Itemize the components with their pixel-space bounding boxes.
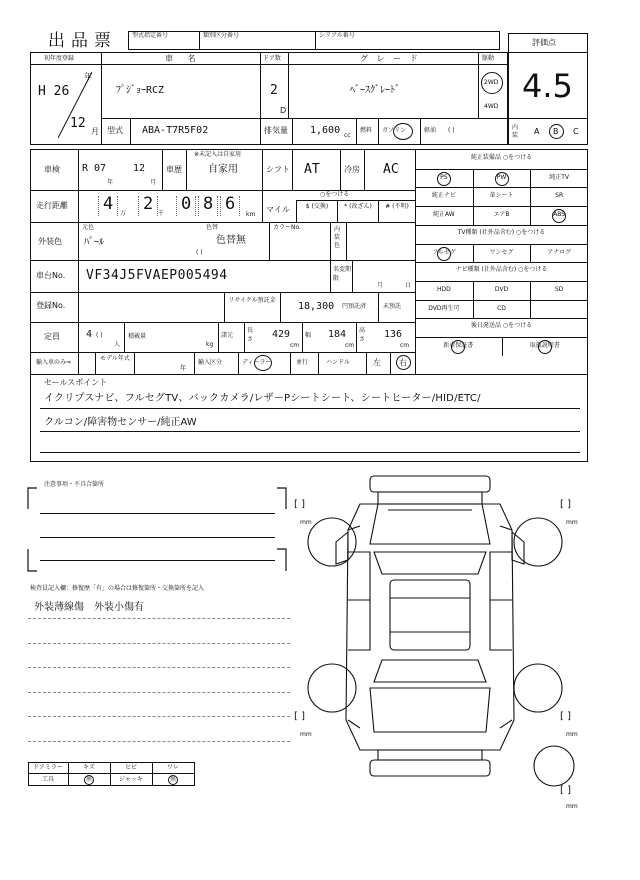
displacement-label: 排気量 (264, 126, 288, 135)
reg-no-label: 登録No. (36, 301, 66, 310)
front-left-bracket: [ ] (294, 499, 305, 510)
capacity-paren: ( ) (96, 332, 103, 339)
type-number-label: 型式指定番号 (132, 32, 169, 39)
displacement-unit: cc (344, 132, 351, 139)
tools-table (28, 762, 194, 786)
color-paren: ( ) (196, 249, 203, 256)
equipment-item: 純正AW (432, 211, 455, 219)
height-value: 136 (384, 329, 403, 340)
length-label: 長さ (247, 327, 254, 343)
color-change-value: 色替無 (216, 235, 246, 246)
equipment-item: 純正TV (549, 173, 570, 181)
drive-2wd: 2WD (484, 79, 499, 86)
vin-label: 車台No. (36, 271, 66, 280)
recycle-suffix: 円預託済 (342, 303, 367, 310)
equipment-item: フルセグ (431, 248, 456, 256)
spare-mm: mm (566, 803, 578, 810)
equipment-title: 後日発送品 ○をつける (470, 322, 533, 330)
rear-left-mm: mm (300, 731, 312, 738)
equipment-panel (415, 149, 588, 374)
equipment-item: 取扱説明書 (529, 342, 560, 349)
equipment-item: PS (440, 173, 448, 181)
spare-bracket: [ ] (560, 785, 571, 796)
first-reg-label: 初年度登録 (44, 55, 75, 62)
equipment-item: ABS (553, 211, 566, 219)
first-reg-era-year: H 26 (38, 84, 70, 99)
mileage-digit: 6 (225, 194, 236, 214)
rating-label: 評価点 (532, 38, 556, 47)
handle-right: 右 (399, 358, 407, 367)
length-unit: cm (290, 342, 300, 349)
mileage-digit: 2 (143, 194, 154, 214)
displacement-value: 1,600 (310, 125, 341, 136)
front-right-bracket: [ ] (560, 499, 571, 510)
color-orig-label: 元色 (82, 224, 95, 231)
mileage-digit: 8 (203, 194, 214, 214)
tools-header: ヒビ (124, 764, 137, 771)
shift-value: AT (304, 162, 320, 177)
parallel-label: 並行 (296, 359, 309, 366)
sales-line-2: クルコン/障害物センサー/純正AW (44, 417, 197, 428)
mark-exchange: $ (交換) (305, 203, 329, 210)
inspection-month: 12 (133, 163, 146, 174)
mileage-man: 万 (120, 210, 127, 217)
handle-label: ハンドル (326, 359, 351, 366)
equipment-item: HDD (436, 285, 451, 293)
car-name-value: ﾌﾟｼﾞｮｰRCZ (116, 85, 165, 96)
tools-value: ジャッキ (119, 776, 143, 783)
model-value: ABA-T7R5F02 (142, 125, 209, 136)
front-right-mm: mm (566, 519, 578, 526)
mileage-label: 走行距離 (36, 201, 68, 210)
fuel-gasoline: ガソリン (382, 127, 407, 134)
name-change-day: 日 (405, 282, 412, 289)
width-label: 幅 (305, 332, 312, 339)
equipment-row-line (415, 187, 588, 188)
inspection-month-unit: 月 (150, 179, 157, 186)
equipment-row-line (415, 318, 588, 319)
tools-header: ドアミラー (33, 764, 63, 771)
equipment-item: エアB (493, 211, 510, 219)
load-label: 積載量 (128, 333, 147, 340)
mark-modified: * (改ざん) (344, 203, 372, 210)
serial-number-label: シリアル番号 (319, 32, 355, 39)
equipment-item: CD (497, 304, 506, 312)
ac-label: 冷房 (344, 165, 360, 174)
equipment-item: 革シート (489, 192, 514, 200)
recycle-label: リサイクル預託金 (228, 297, 276, 304)
rear-right-mm: mm (566, 731, 578, 738)
notes-label: 注意事項・不具合箇所 (44, 481, 105, 488)
interior-a: A (534, 127, 540, 136)
equipment-item: SR (555, 192, 564, 200)
mileage-km: km (246, 211, 256, 218)
mileage-sen: 千 (158, 210, 165, 217)
equipment-item: 純正ナビ (431, 192, 456, 200)
inspection-value: R 07 (82, 163, 107, 174)
equipment-col-line (530, 300, 531, 319)
interior-label: 内装 (512, 124, 519, 139)
interior-c: C (573, 127, 579, 136)
handle-left: 左 (373, 358, 381, 367)
doors-suffix: D (280, 106, 287, 115)
height-label: 高さ (359, 327, 366, 343)
grade-label: グ レ ー ド (360, 54, 421, 63)
vin-value: VF34J5FVAEP005494 (86, 268, 228, 283)
sales-line-1: イクリプスナビ、フルセグTV、バックカメラ/レザーPシートシート、シートヒーター/HID/ETC/ (44, 393, 481, 404)
color-label: 外装色 (38, 237, 62, 246)
tools-header: ワレ (166, 764, 179, 771)
model-year-label: モデル年式 (100, 355, 130, 362)
interior-b: B (553, 127, 559, 136)
fuel-label: 燃料 (360, 127, 373, 134)
tools-value: 無 (85, 776, 92, 783)
history-value: 自家用 (208, 164, 238, 175)
shift-label: シフト (266, 165, 290, 174)
rating-value: 4.5 (522, 67, 573, 105)
doors-value: 2 (270, 83, 278, 98)
inspector-label: 検査員記入欄：修復歴「有」の場合は修復箇所・交換箇所を記入 (30, 585, 205, 592)
rear-right-bracket: [ ] (560, 711, 571, 722)
inspection-year-unit: 年 (107, 179, 114, 186)
interior-color-label: 内装色 (334, 226, 341, 249)
inspector-text: 外装薄線傷 外装小傷有 (34, 602, 144, 613)
drive-4wd: 4WD (484, 103, 499, 110)
equipment-item: DVD再生可 (428, 304, 460, 312)
dealer-label: ディーラー (242, 359, 272, 366)
first-reg-month-unit: 月 (91, 127, 99, 136)
doors-label: ドア数 (263, 55, 281, 62)
recycle-unpaid: 未預託 (383, 303, 402, 310)
recycle-value: 18,300 (298, 301, 335, 312)
equipment-row-line (415, 262, 588, 263)
mileage-digit: 0 (181, 194, 192, 214)
equipment-row-line (415, 225, 588, 226)
color-change-label: 色替 (206, 224, 219, 231)
fuel-light-oil: 軽油 (424, 127, 437, 134)
drive-label: 駆動 (482, 55, 495, 62)
form-title: 出品票 (48, 31, 117, 51)
first-reg-month: 12 (70, 116, 86, 131)
length-value: 429 (272, 329, 291, 340)
equipment-item: アナログ (547, 248, 572, 256)
import-class-label: 輸入区分 (198, 359, 223, 366)
sales-label: セールスポイント (44, 378, 108, 387)
class-number-label: 類別区分番号 (203, 32, 240, 39)
width-unit: cm (345, 342, 355, 349)
front-left-mm: mm (300, 519, 312, 526)
name-change-label: 名変期限 (333, 266, 352, 282)
equipment-row-line (415, 300, 588, 301)
mileage-digits (90, 192, 260, 220)
load-unit: kg (206, 341, 214, 348)
equipment-title: TV種類 (社外品含む) ○をつける (457, 228, 546, 236)
grade-value: ﾍﾞｰｽｸﾞﾚｰﾄﾞ (350, 85, 400, 96)
mile-label: マイル (266, 205, 290, 214)
name-change-month: 月 (377, 282, 384, 289)
mark-unknown: # (不明) (385, 203, 409, 210)
capacity-label: 定員 (44, 332, 60, 341)
mark-note: ○をつける (320, 191, 350, 198)
equipment-item: 新車保証書 (443, 342, 474, 349)
equipment-item: DVD (494, 285, 509, 293)
height-unit: cm (400, 342, 410, 349)
mileage-digit: 4 (103, 194, 114, 214)
ac-value: AC (383, 162, 399, 177)
dims-label: 諸元 (221, 332, 234, 339)
model-year-unit: 年 (180, 365, 187, 372)
history-note: ※未記入は自家用 (194, 151, 242, 158)
capacity-value: 4 (86, 329, 93, 340)
equipment-row-line (415, 281, 588, 282)
equipment-item: PW (496, 173, 507, 181)
inspection-label: 車検 (44, 165, 60, 174)
equipment-title: ナビ種類 (社外品含む) ○をつける (455, 266, 548, 274)
tools-value: 無 (169, 776, 176, 783)
equipment-item: SD (554, 285, 564, 293)
color-orig-value: ﾊﾟｰﾙ (84, 237, 104, 248)
equipment-row-line (415, 244, 588, 245)
fuel-other: ( ) (448, 127, 455, 134)
rear-left-bracket: [ ] (294, 711, 305, 722)
tools-value: 工具 (41, 776, 54, 783)
color-code-label: カラーNo. (273, 224, 301, 231)
history-label: 車歴 (166, 165, 182, 174)
tools-header: キズ (83, 764, 95, 771)
equipment-title: 純正装備品 ○をつける (470, 154, 533, 161)
width-value: 184 (328, 329, 347, 340)
equipment-item: ワンセグ (489, 248, 514, 256)
equipment-row-line (415, 206, 588, 207)
equipment-row-line (415, 169, 588, 170)
car-name-label: 車 名 (165, 54, 202, 63)
capacity-unit: 人 (114, 341, 121, 348)
import-label: 輸入車のみ⇒ (36, 359, 72, 366)
first-reg-year-unit: 年 (84, 72, 92, 81)
model-label: 型式 (107, 126, 123, 135)
